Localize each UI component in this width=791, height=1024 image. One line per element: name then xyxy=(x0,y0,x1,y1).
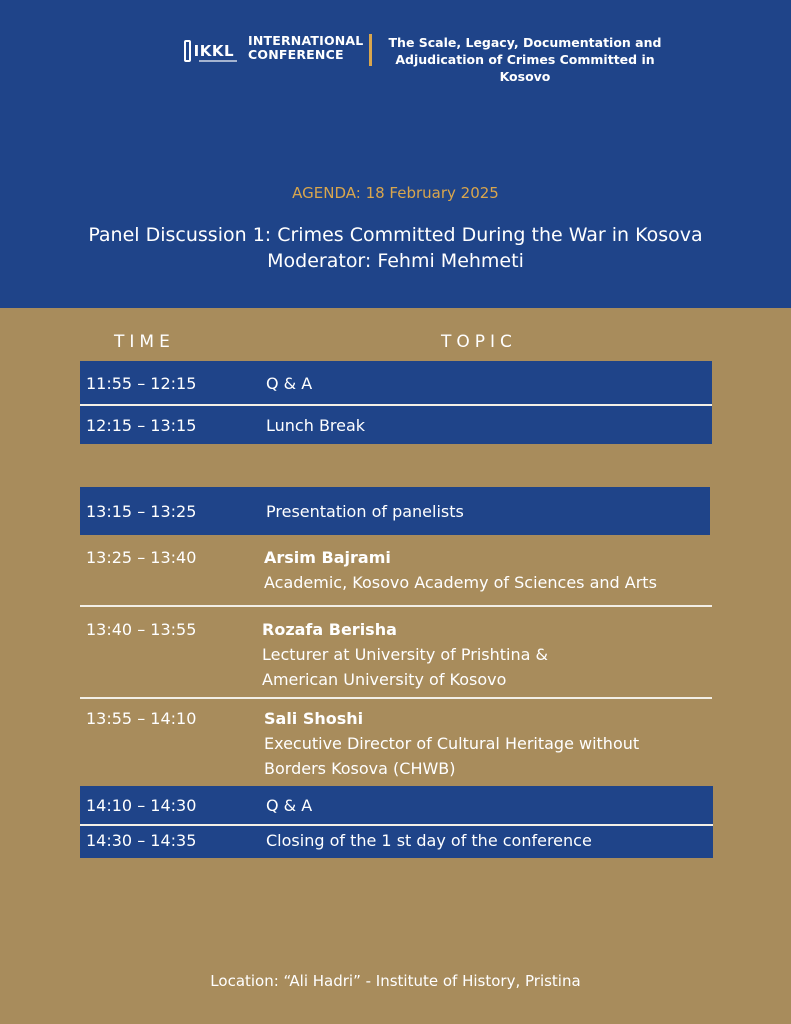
conference-label: INTERNATIONAL CONFERENCE xyxy=(248,33,364,62)
schedule-row xyxy=(80,361,712,404)
row-topic: Lunch Break xyxy=(266,416,366,435)
schedule-row xyxy=(80,786,713,824)
header-band xyxy=(0,0,791,308)
panel-title: Panel Discussion 1: Crimes Committed During the War in Kosova xyxy=(88,224,703,246)
row-time: 14:30 – 14:35 xyxy=(86,831,197,850)
speaker-name: Rozafa Berisha xyxy=(262,620,397,639)
speaker-row xyxy=(80,706,712,784)
row-time: 11:55 – 12:15 xyxy=(86,374,197,393)
speaker-role: Lecturer at University of Prishtina & xyxy=(262,645,548,664)
schedule-row xyxy=(80,406,712,444)
row-time: 14:10 – 14:30 xyxy=(86,796,197,815)
moderator: Moderator: Fehmi Mehmeti xyxy=(267,250,524,272)
schedule-row xyxy=(80,487,710,535)
location-text: Location: “Ali Hadri” - Institute of History, Pristina xyxy=(210,972,581,990)
panel-heading xyxy=(0,222,791,274)
speaker-role: Academic, Kosovo Academy of Sciences and Arts xyxy=(264,573,657,592)
speaker-name: Sali Shoshi xyxy=(264,709,364,728)
row-topic: Presentation of panelists xyxy=(266,502,464,521)
logo-text: IKKL xyxy=(193,41,234,60)
speaker-row xyxy=(80,545,712,605)
speaker-role: Executive Director of Cultural Heritage without xyxy=(264,734,640,753)
time-column-header: TIME xyxy=(114,332,175,352)
header-divider xyxy=(369,34,372,66)
row-time: 13:40 – 13:55 xyxy=(86,620,197,639)
row-time: 12:15 – 13:15 xyxy=(86,416,197,435)
row-time: 13:55 – 14:10 xyxy=(86,709,197,728)
speaker-role: Borders Kosova (CHWB) xyxy=(264,759,456,778)
agenda-date: AGENDA: 18 February 2025 xyxy=(292,184,499,202)
conference-subject: The Scale, Legacy, Documentation and Adjudication of Crimes Committed in Kosovo xyxy=(388,35,662,84)
row-topic: Q & A xyxy=(266,374,313,393)
building-icon xyxy=(184,40,191,62)
speaker-row xyxy=(80,617,712,695)
speaker-role: American University of Kosovo xyxy=(262,670,507,689)
row-topic: Closing of the 1 st day of the conference xyxy=(266,831,592,850)
ikkl-logo xyxy=(184,38,234,64)
schedule-row xyxy=(80,826,713,858)
row-time: 13:15 – 13:25 xyxy=(86,502,197,521)
topic-column-header: TOPIC xyxy=(441,332,517,352)
row-topic: Q & A xyxy=(266,796,313,815)
row-time: 13:25 – 13:40 xyxy=(86,548,197,567)
speaker-name: Arsim Bajrami xyxy=(264,548,391,567)
